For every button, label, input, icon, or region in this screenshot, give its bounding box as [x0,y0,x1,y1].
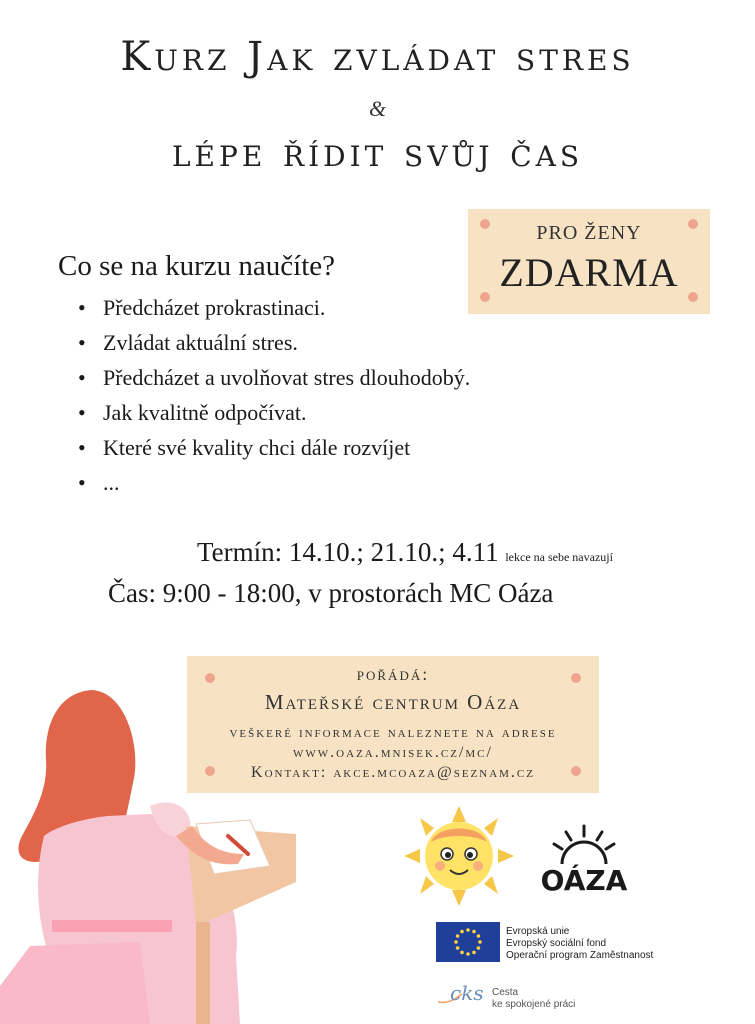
contact-email: Kontakt: akce.mcoaza@seznam.cz [251,764,535,781]
list-item: • Předcházet prokrastinaci. [78,290,470,325]
course-time: Čas: 9:00 - 18:00, v prostorách MC Oáza [108,578,554,608]
oaza-logo-text: OÁZA [540,864,628,896]
eu-funding-text [506,926,653,962]
eu-line: Evropská unie [506,926,570,937]
course-dates [197,537,613,568]
cks-tagline-line: Cesta [492,987,519,998]
woman-writing-illustration [0,686,300,1024]
audience-label: PRO ŽENY [536,222,642,244]
eu-line: Operační program Zaměstnanost [506,950,654,961]
course-title-line1: Kurz Jak zvládat stres [120,34,635,80]
list-item: • Předcházet a uvolňovat stres dlouhodobý. [78,360,470,395]
oaza-logo [526,824,642,896]
price-label: ZDARMA [499,250,679,295]
list-item: • Které své kvality chci dále rozvíjet [78,430,470,465]
cks-logo-text: cks [450,981,484,1005]
list-item: • ... [78,465,470,500]
organizer-label: pořádá: [356,664,430,684]
eu-line: Evropský sociální fond [506,938,607,949]
cks-tagline [492,987,575,1011]
info-text: veškeré informace naleznete na adrese [229,724,557,741]
list-item: • Zvládat aktuální stres. [78,325,470,360]
cks-logo [436,980,492,1008]
learn-heading: Co se na kurzu naučíte? [58,250,336,282]
eu-flag-icon [436,922,500,962]
organizer-name: Mateřské centrum Oáza [264,690,522,714]
dates-text: Termín: 14.10.; 21.10.; 4.11 [197,537,499,567]
cks-tagline-line: ke spokojené práci [492,999,576,1010]
dates-note: lekce na sebe navazují [505,550,613,564]
learn-list [78,290,470,500]
website-url: www.oaza.mnisek.cz/mc/ [293,744,493,761]
sun-mascot-icon [404,806,514,906]
list-item: • Jak kvalitně odpočívat. [78,395,470,430]
course-title-line2: lépe řídit svůj čas [171,130,584,176]
free-offer-badge [468,209,710,314]
title-ampersand: & [368,96,387,121]
